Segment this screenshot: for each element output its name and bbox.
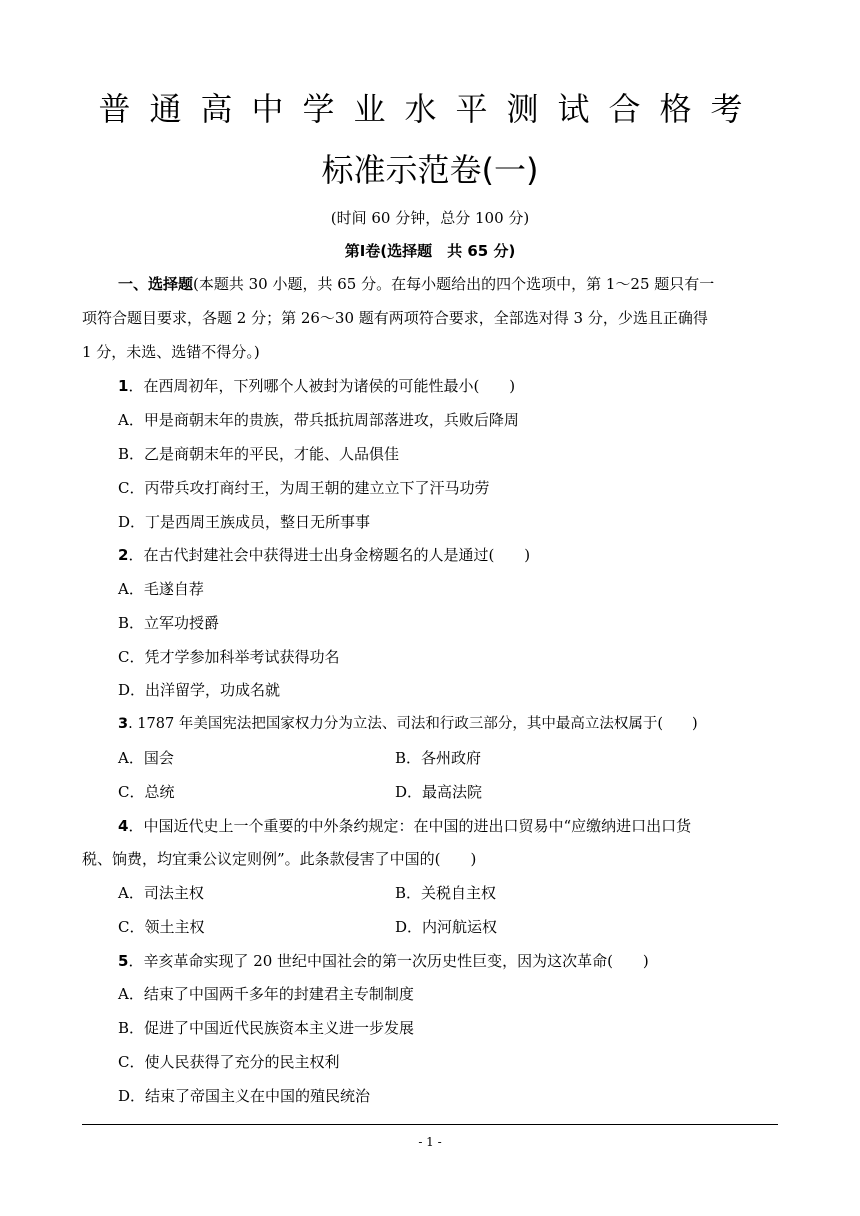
- question-number: 4: [118, 817, 129, 835]
- instructions-line1: [118, 274, 714, 294]
- question-number: 3: [118, 716, 129, 732]
- question-text: ．在古代封建社会中获得进士出身金榜题名的人是通过( ): [128, 546, 531, 564]
- question-5-stem: [118, 951, 649, 971]
- question-5-option-c: C．使人民获得了充分的民主权利: [118, 1053, 340, 1071]
- question-number: 5: [118, 952, 129, 970]
- question-3-stem: [118, 714, 698, 734]
- question-text: ．辛亥革命实现了 20 世纪中国社会的第一次历史性巨变，因为这次革命( ): [128, 952, 649, 970]
- question-1-stem: [118, 376, 515, 396]
- question-1-option-b: B．乙是商朝末年的平民，才能、人品俱佳: [118, 445, 400, 463]
- footer-divider: [82, 1124, 778, 1125]
- question-3-option-a: A．国会: [118, 749, 174, 767]
- time-score-info: (时间 60 分钟，总分 100 分): [330, 209, 530, 227]
- section-heading: 第Ⅰ卷(选择题 共 65 分): [344, 242, 516, 260]
- question-4-option-c: C．领土主权: [118, 918, 205, 936]
- question-3-option-c: C．总统: [118, 783, 175, 801]
- question-number: 2: [118, 546, 129, 564]
- question-1-option-a: A．甲是商朝末年的贵族，带兵抵抗周部落进攻，兵败后降周: [118, 411, 519, 429]
- question-5-option-a: A．结束了中国两千多年的封建君主专制制度: [118, 985, 414, 1003]
- question-4-stem-line1: [118, 816, 691, 836]
- question-3-option-d: D．最高法院: [395, 783, 483, 801]
- question-3-option-b: B．各州政府: [395, 749, 482, 767]
- question-4-option-d: D．内河航运权: [395, 918, 498, 936]
- question-2-option-d: D．出洋留学，功成名就: [118, 681, 281, 699]
- question-4-option-a: A．司法主权: [118, 884, 204, 902]
- exam-title-line2: 标准示范卷(一): [321, 151, 539, 189]
- question-2-option-a: A．毛遂自荐: [118, 580, 204, 598]
- exam-title-line1: 普通高中学业水平测试合格考: [98, 90, 762, 128]
- question-2-stem: [118, 545, 530, 565]
- question-4-option-b: B．关税自主权: [395, 884, 497, 902]
- question-2-option-b: B．立军功授爵: [118, 614, 220, 632]
- question-1-option-c: C．丙带兵攻打商纣王，为周王朝的建立立下了汗马功劳: [118, 479, 490, 497]
- question-4-stem-line2: 税、饷费，均宜秉公议定则例”。此条款侵害了中国的( ): [82, 850, 477, 868]
- instructions-heading: 一、选择题: [118, 275, 194, 293]
- instructions-line3: 1 分，未选、选错不得分。): [82, 343, 260, 361]
- page-number: - 1 -: [418, 1135, 442, 1149]
- question-5-option-d: D．结束了帝国主义在中国的殖民统治: [118, 1087, 371, 1105]
- question-number: 1: [118, 377, 129, 395]
- instructions-text: (本题共 30 小题，共 65 分。在每小题给出的四个选项中，第 1～25 题只有一: [193, 275, 715, 293]
- question-1-option-d: D．丁是西周王族成员，整日无所事事: [118, 513, 371, 531]
- question-text: . 1787 年美国宪法把国家权力分为立法、司法和行政三部分，其中最高立法权属于( ): [128, 716, 698, 732]
- question-text: ．中国近代史上一个重要的中外条约规定：在中国的进出口贸易中“应缴纳进口出口货: [128, 817, 692, 835]
- instructions-line2: 项符合题目要求，各题 2 分；第 26～30 题有两项符合要求，全部选对得 3 分，少选且正确得: [82, 309, 708, 327]
- question-2-option-c: C．凭才学参加科举考试获得功名: [118, 648, 340, 666]
- question-text: ．在西周初年，下列哪个人被封为诸侯的可能性最小( ): [128, 377, 516, 395]
- question-5-option-b: B．促进了中国近代民族资本主义进一步发展: [118, 1019, 415, 1037]
